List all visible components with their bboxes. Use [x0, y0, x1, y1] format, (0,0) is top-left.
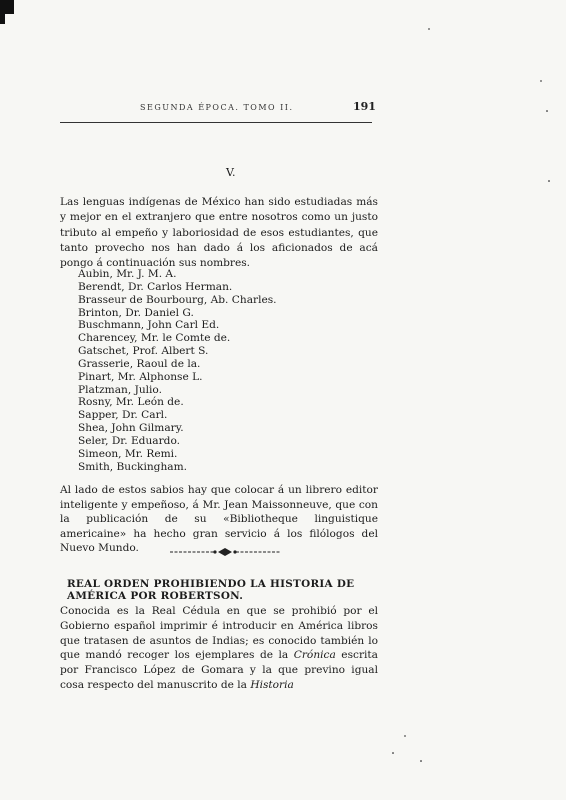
- list-item: Brinton, Dr. Daniel G.: [78, 306, 194, 319]
- article-paragraph: [60, 604, 378, 693]
- section-divider-ornament: [170, 546, 280, 558]
- section-heading: V.: [226, 166, 236, 179]
- list-item: Brasseur de Bourbourg, Ab. Charles.: [78, 293, 277, 306]
- header-rule: [60, 122, 372, 123]
- list-item: Simeon, Mr. Remi.: [78, 447, 178, 460]
- scan-speck: [546, 110, 548, 112]
- list-item: Charencey, Mr. le Comte de.: [78, 332, 231, 345]
- article-text-mid: escrita por Francisco López de Gomara y la que previno igual cosa respecto del manuscrito de la: [60, 649, 378, 691]
- running-head: SEGUNDA ÉPOCA. TOMO II.: [140, 103, 294, 112]
- list-item: Aubin, Mr. J. M. A.: [78, 268, 177, 280]
- scholar-list: [78, 268, 277, 474]
- scan-speck: [428, 28, 430, 30]
- article-italic-cronica: Crónica: [293, 649, 336, 662]
- list-item: Buschmann, John Carl Ed.: [78, 319, 220, 332]
- list-item: Grasserie, Raoul de la.: [78, 357, 201, 370]
- list-item: Smith, Buckingham.: [78, 460, 188, 473]
- list-item: Seler, Dr. Eduardo.: [78, 434, 181, 447]
- list-item: Shea, John Gilmary.: [78, 422, 184, 435]
- article-text-lead: Conocida es la Real Cédula en que se prohibió por el Gobierno español imprimir é introducir en América libros que tratasen de asuntos de Indias; es conocido también lo que mandó recoger los ejemplares de la: [60, 605, 378, 662]
- scan-speck: [548, 180, 550, 182]
- intro-paragraph: Las lenguas indígenas de México han sido estudiadas más y mejor en el extranjero que entre nosotros como un justo tributo al empeño y laboriosidad de esos estudiantes, que tanto provecho nos han dado á los aficionados de acá pongo á continuación sus nombres.: [60, 196, 378, 270]
- list-item: Rosny, Mr. León de.: [78, 396, 184, 409]
- scan-speck: [404, 735, 406, 737]
- page-number: 191: [353, 100, 376, 113]
- scan-speck: [392, 752, 394, 754]
- article-italic-historia: Historia: [250, 678, 294, 691]
- list-item: Berendt, Dr. Carlos Herman.: [78, 280, 233, 293]
- scan-speck: [540, 80, 542, 82]
- publisher-paragraph: Al lado de estos sabios hay que colocar á un librero editor inteligente y empeñoso, á Mr. Jean Maissonneuve, que con la publicación de su «Bibliotheque linguistique americaine» ha hecho gran servicio á los filólogos del Nuevo Mundo.: [60, 484, 378, 554]
- scan-speck: [420, 760, 422, 762]
- list-item: Pinart, Mr. Alphonse L.: [78, 370, 203, 383]
- list-item: Gatschet, Prof. Albert S.: [78, 345, 209, 358]
- scan-corner-mark: [0, 0, 14, 14]
- list-item: Platzman, Julio.: [78, 383, 162, 396]
- list-item: Sapper, Dr. Carl.: [78, 409, 168, 422]
- article-title: REAL ORDEN PROHIBIENDO LA HISTORIA DE AMÉRICA POR ROBERTSON.: [67, 578, 355, 602]
